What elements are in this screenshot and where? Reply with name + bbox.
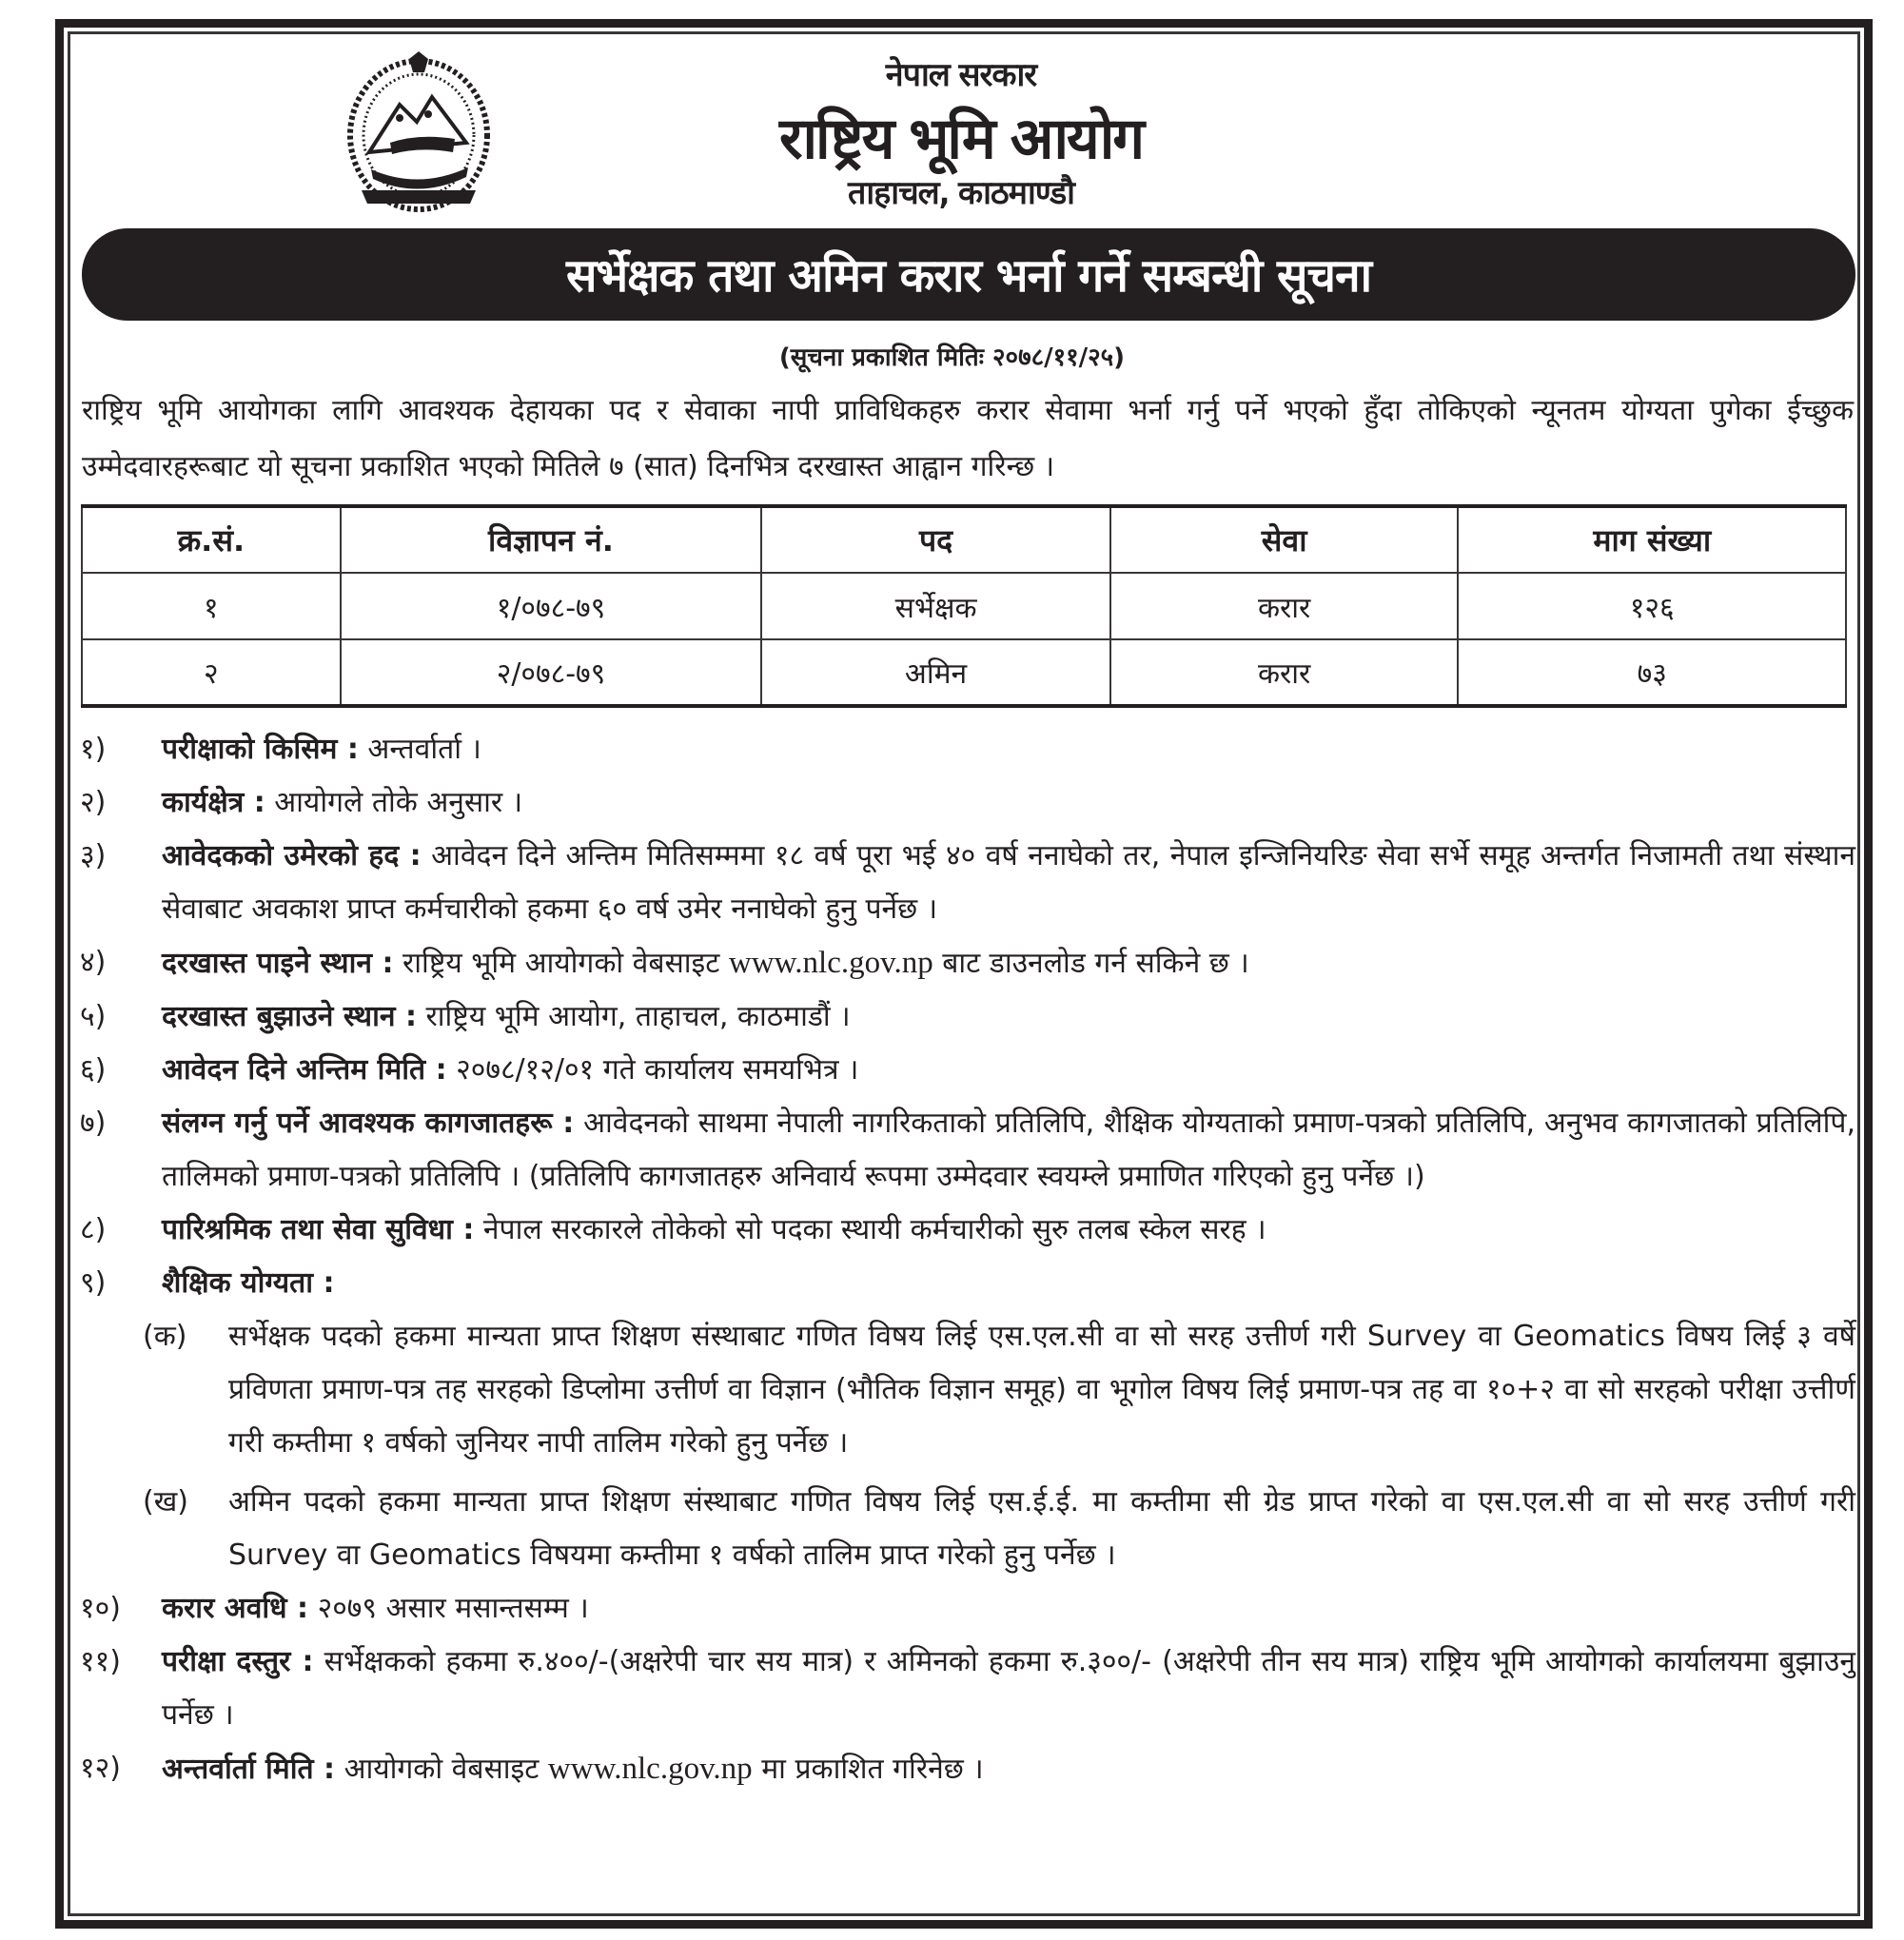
- item-label: शैक्षिक योग्यता :: [162, 1266, 335, 1300]
- sub-item-number: (क): [143, 1320, 187, 1353]
- item-number: ९): [80, 1266, 107, 1300]
- item-label: कार्यक्षेत्र :: [162, 786, 265, 819]
- item-number: १०): [80, 1592, 121, 1625]
- item-number: ४): [80, 946, 107, 979]
- condition-interview-date: [80, 1742, 1855, 1796]
- item-text: नेपाल सरकारले तोकेको सो पदका स्थायी कर्मचारीको सुरु तलब स्केल सरह ।: [474, 1213, 1266, 1246]
- qualification-amin: [80, 1476, 1855, 1582]
- item-text: मा प्रकाशित गरिनेछ ।: [752, 1753, 984, 1786]
- cell-post: अमिन: [761, 639, 1110, 706]
- condition-deadline: [80, 1044, 1855, 1097]
- item-number: २): [80, 786, 107, 819]
- item-label: पारिश्रमिक तथा सेवा सुविधा :: [162, 1213, 475, 1246]
- item-text: आवेदन दिने अन्तिम मितिसम्ममा १८ वर्ष पूरा भई ४० वर्ष ननाघेको तर, नेपाल इन्जिनियरिङ सेवा सर्भे समूह अन्तर्गत निजामती तथा संस्थान सेवाबाट अवकाश प्राप्त कर्मचारीको हकमा ६० वर्ष उमेर ननाघेको हुनु पर्नेछ ।: [162, 839, 1855, 926]
- qualification-surveyor: [80, 1310, 1855, 1470]
- item-label: परीक्षा दस्तुर :: [162, 1645, 314, 1678]
- item-number: ७): [80, 1107, 107, 1140]
- vacancy-table: [81, 504, 1847, 708]
- table-row: [82, 573, 1846, 639]
- item-label: आवेदकको उमेरको हद :: [162, 839, 422, 872]
- table-header-row: [82, 506, 1846, 573]
- item-label: आवेदन दिने अन्तिम मिति :: [162, 1053, 447, 1087]
- condition-required-documents: [80, 1097, 1855, 1204]
- item-label: करार अवधि :: [162, 1592, 309, 1625]
- item-text: राष्ट्रिय भूमि आयोगको वेबसाइट: [393, 947, 729, 980]
- cell-post: सर्भेक्षक: [761, 573, 1110, 639]
- notice-title: सर्भेक्षक तथा अमिन करार भर्ना गर्ने सम्बन्धी सूचना: [565, 249, 1372, 303]
- conditions-list: [80, 723, 1855, 1796]
- intro-paragraph: राष्ट्रिय भूमि आयोगका लागि आवश्यक देहायका पद र सेवाका नापी प्राविधिकहरु करार सेवामा भर्ना गर्नु पर्ने भएको हुँदा तोकिएको न्यूनतम योग्यता पुगेका ईच्छुक उम्मेदवारहरूबाट यो सूचना प्रकाशित भएको मितिले ७ (सात) दिनभित्र दरखास्त आह्वान गरिन्छ ।: [82, 394, 1854, 483]
- item-text: आवेदनको साथमा नेपाली नागरिकताको प्रतिलिपि, शैक्षिक योग्यताको प्रमाण-पत्रको प्रतिलिपि, अनुभव कागजातको प्रतिलिपि, तालिमको प्रमाण-पत्रको प्रतिलिपि । (प्रतिलिपि कागजातहरु अनिवार्य रूपमा उम्मेदवार स्वयम्ले प्रमाणित गरिएको हुनु पर्नेछ ।): [162, 1107, 1855, 1193]
- cell-service: करार: [1110, 573, 1459, 639]
- sub-item-number: (ख): [143, 1485, 188, 1519]
- item-text: आयोगको वेबसाइट: [335, 1753, 548, 1786]
- condition-age-limit: [80, 830, 1855, 936]
- condition-exam-type: [80, 723, 1855, 776]
- item-label: अन्तर्वार्ता मिति :: [162, 1753, 336, 1786]
- item-number: १): [80, 733, 107, 766]
- cell-serial: १: [82, 573, 341, 639]
- condition-qualification: [80, 1257, 1855, 1310]
- item-label: दरखास्त बुझाउने स्थान :: [162, 1000, 417, 1033]
- cell-demand-count: ७३: [1458, 639, 1846, 706]
- sub-item-text: अमिन पदको हकमा मान्यता प्राप्त शिक्षण संस्थाबाट गणित विषय लिई एस.ई.ई. मा कम्तीमा सी ग्रेड प्राप्त गरेको वा एस.एल.सी वा सो सरह उत्तीर्ण गरी Survey वा Geomatics विषयमा कम्तीमा १ वर्षको तालिम प्राप्त गरेको हुनु पर्नेछ ।: [228, 1485, 1855, 1572]
- publication-date: (सूचना प्रकाशित मितिः २०७८/११/२५): [778, 343, 1126, 372]
- cell-demand-count: १२६: [1458, 573, 1846, 639]
- column-header-service: सेवा: [1110, 506, 1459, 573]
- website-link[interactable]: www.nlc.gov.np: [728, 946, 933, 980]
- item-number: ११): [80, 1645, 121, 1678]
- nepal-emblem-icon: [333, 48, 504, 217]
- item-number: ५): [80, 1000, 107, 1033]
- column-header-serial: क्र.सं.: [82, 506, 341, 573]
- item-text: २०७८/१२/०१ गते कार्यालय समयभित्र ।: [446, 1053, 859, 1087]
- office-location: ताहाचल, काठमाण्डौ: [848, 174, 1074, 212]
- item-text: बाट डाउनलोड गर्न सकिने छ ।: [932, 947, 1249, 980]
- condition-form-availability: [80, 936, 1855, 990]
- column-header-demand-count: माग संख्या: [1458, 506, 1846, 573]
- cell-serial: २: [82, 639, 341, 706]
- condition-contract-period: [80, 1582, 1855, 1636]
- item-number: १२): [80, 1752, 121, 1785]
- cell-service: करार: [1110, 639, 1459, 706]
- condition-exam-fee: [80, 1636, 1855, 1742]
- item-text: आयोगले तोके अनुसार ।: [265, 786, 523, 819]
- item-text: २०७९ असार मसान्तसम्म ।: [308, 1592, 589, 1625]
- notice-title-banner: [82, 228, 1855, 321]
- item-label: परीक्षाको किसिम :: [162, 733, 359, 766]
- column-header-post: पद: [761, 506, 1110, 573]
- website-link[interactable]: www.nlc.gov.np: [547, 1752, 753, 1786]
- cell-ad-number: २/०७८-७९: [341, 639, 762, 706]
- cell-ad-number: १/०७८-७९: [341, 573, 762, 639]
- item-number: ६): [80, 1053, 107, 1087]
- condition-work-area: [80, 776, 1855, 830]
- column-header-ad-number: विज्ञापन नं.: [341, 506, 762, 573]
- condition-remuneration: [80, 1204, 1855, 1257]
- item-text: सर्भेक्षकको हकमा रु.४००/-(अक्षरेपी चार सय मात्र) र अमिनको हकमा रु.३००/- (अक्षरेपी तीन सय मात्र) राष्ट्रिय भूमि आयोगको कार्यालयमा बुझाउनु पर्नेछ ।: [162, 1645, 1856, 1732]
- item-label: संलग्न गर्नु पर्ने आवश्यक कागजातहरू :: [162, 1107, 575, 1140]
- item-text: राष्ट्रिय भूमि आयोग, ताहाचल, काठमाडौं ।: [416, 1000, 851, 1033]
- table-row: [82, 639, 1846, 706]
- item-label: दरखास्त पाइने स्थान :: [162, 947, 394, 980]
- government-name: नेपाल सरकार: [885, 56, 1037, 94]
- item-number: ८): [80, 1213, 107, 1246]
- condition-submission-place: [80, 990, 1855, 1044]
- item-text: अन्तर्वार्ता ।: [358, 733, 481, 766]
- office-name: राष्ट्रिय भूमि आयोग: [778, 106, 1144, 172]
- sub-item-text: सर्भेक्षक पदको हकमा मान्यता प्राप्त शिक्षण संस्थाबाट गणित विषय लिई एस.एल.सी वा सो सरह उत्तीर्ण गरी Survey वा Geomatics विषय लिई ३ वर्षे प्रविणता प्रमाण-पत्र तह सरहको डिप्लोमा उत्तीर्ण वा विज्ञान (भौतिक विज्ञान समूह) वा भूगोल विषय लिई प्रमाण-पत्र तह वा १०+२ वा सो सरहको परीक्षा उत्तीर्ण गरी कम्तीमा १ वर्षको जुनियर नापी तालिम गरेको हुनु पर्नेछ ।: [228, 1320, 1855, 1460]
- item-number: ३): [80, 839, 107, 872]
